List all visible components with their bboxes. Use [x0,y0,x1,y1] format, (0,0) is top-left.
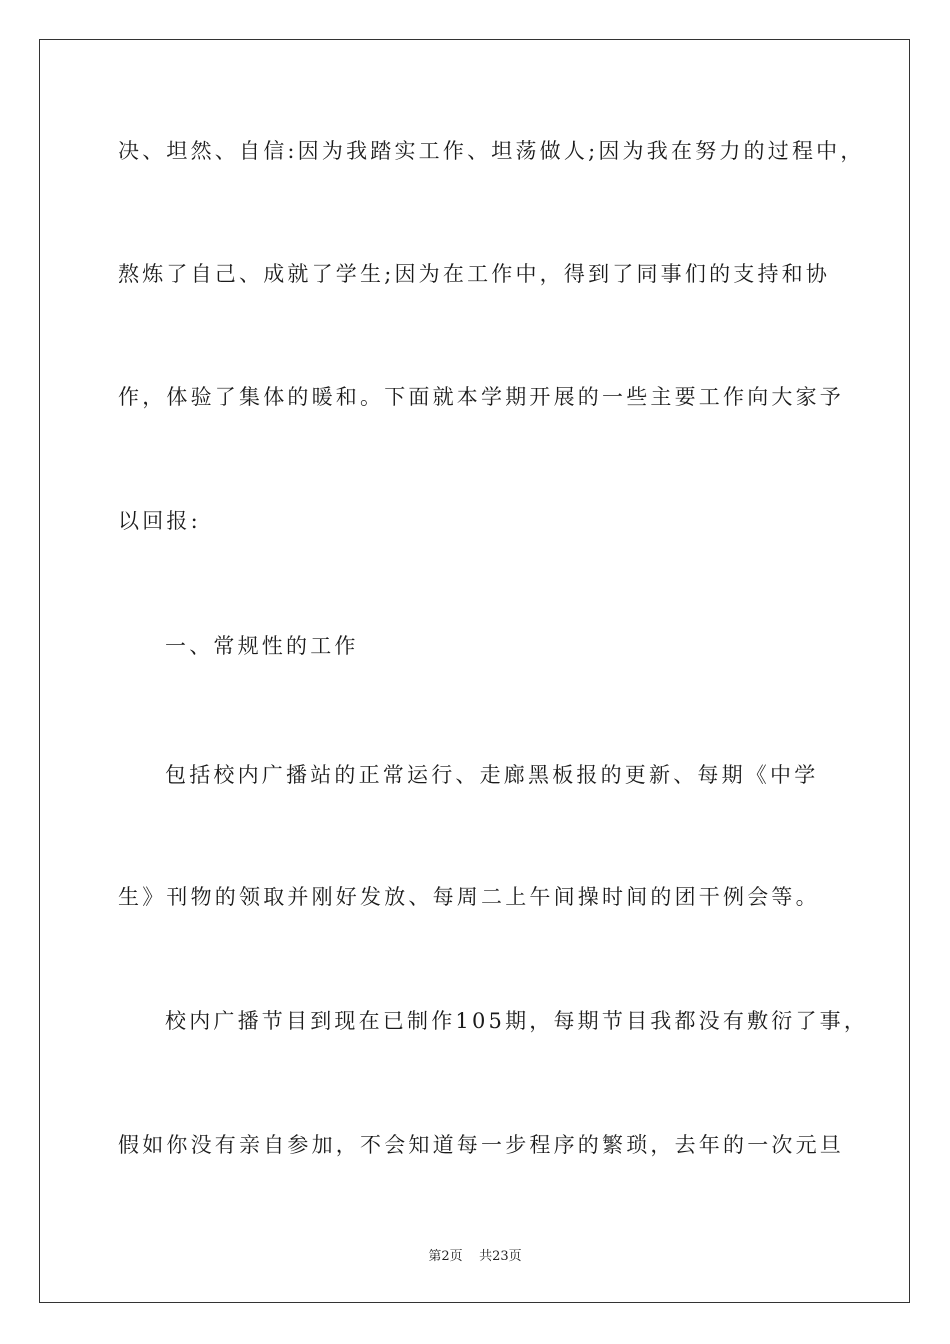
body-line-3: 作，体验了集体的暖和。下面就本学期开展的一些主要工作向大家予 [118,385,844,409]
body-line-9: 假如你没有亲自参加，不会知道每一步程序的繁琐，去年的一次元旦 [118,1133,844,1157]
body-line-4: 以回报: [118,509,201,533]
body-line-2: 熬炼了自己、成就了学生;因为在工作中，得到了同事们的支持和协 [118,262,831,286]
page-border [39,39,910,1303]
body-line-6: 包括校内广播站的正常运行、走廊黑板报的更新、每期《中学 [165,763,819,787]
body-line-7: 生》刊物的领取并刚好发放、每周二上午间操时间的团干例会等。 [118,885,820,909]
body-line-8: 校内广播节目到现在已制作105期，每期节目我都没有敷衍了事， [165,1009,869,1033]
section-heading: 一、常规性的工作 [165,634,359,658]
page-number-footer: 第2页 共23页 [428,1249,522,1264]
body-line-1: 决、坦然、自信:因为我踏实工作、坦荡做人;因为我在努力的过程中， [118,139,865,163]
